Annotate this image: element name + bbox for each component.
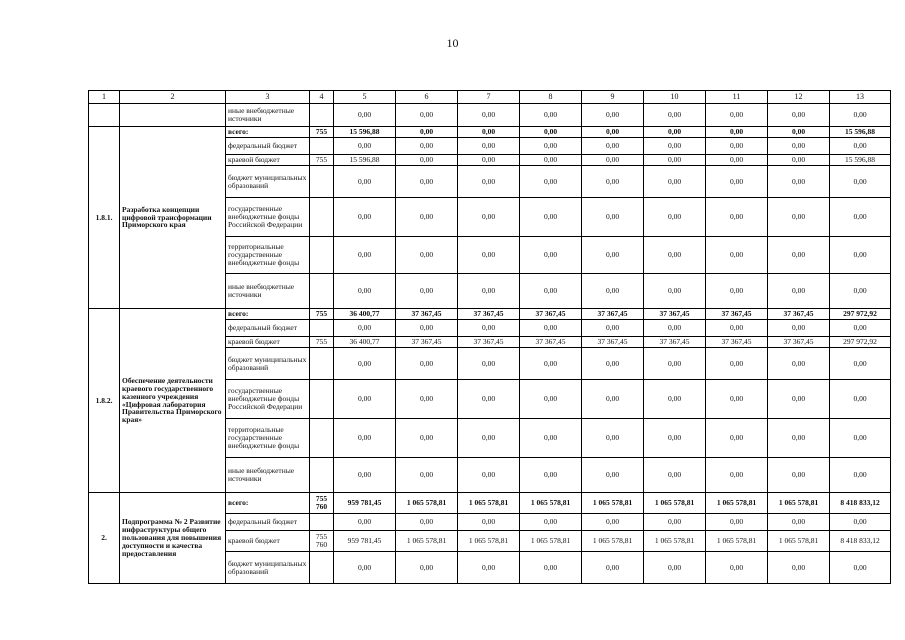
value-cell: 15 596,88 — [334, 127, 396, 138]
value-cell: 0,00 — [334, 138, 396, 155]
value-cell: 0,00 — [644, 274, 706, 309]
value-cell: 0,00 — [768, 380, 830, 419]
column-number-header: 9 — [582, 91, 644, 104]
value-cell: 0,00 — [706, 274, 768, 309]
value-cell: 0,00 — [334, 104, 396, 127]
value-cell: 0,00 — [830, 419, 891, 458]
value-cell: 0,00 — [768, 419, 830, 458]
value-cell: 0,00 — [334, 237, 396, 274]
value-cell: 0,00 — [458, 514, 520, 531]
value-cell: 0,00 — [830, 166, 891, 198]
value-cell: 0,00 — [458, 419, 520, 458]
value-cell: 37 367,45 — [458, 337, 520, 348]
table-row — [89, 309, 891, 320]
grbs-cell — [310, 380, 334, 419]
value-cell: 0,00 — [768, 458, 830, 493]
source-label: краевой бюджет — [226, 337, 310, 348]
value-cell: 1 065 578,81 — [768, 493, 830, 514]
value-cell: 959 781,45 — [334, 531, 396, 552]
value-cell: 0,00 — [582, 514, 644, 531]
value-cell: 0,00 — [644, 155, 706, 166]
column-number-header: 10 — [644, 91, 706, 104]
value-cell: 0,00 — [458, 198, 520, 237]
source-label: краевой бюджет — [226, 531, 310, 552]
source-label: всего: — [226, 493, 310, 514]
value-cell: 0,00 — [396, 166, 458, 198]
value-cell: 959 781,45 — [334, 493, 396, 514]
table-row — [89, 104, 891, 127]
value-cell: 37 367,45 — [768, 309, 830, 320]
source-label: государственные внебюджетные фонды Российской Федерации — [226, 380, 310, 419]
value-cell: 0,00 — [458, 166, 520, 198]
column-number-header: 1 — [89, 91, 120, 104]
value-cell: 0,00 — [396, 237, 458, 274]
value-cell: 0,00 — [396, 198, 458, 237]
section-name: Разработка концепции цифровой трансформации Приморского края — [120, 127, 226, 309]
value-cell: 0,00 — [582, 419, 644, 458]
value-cell: 0,00 — [458, 380, 520, 419]
value-cell: 37 367,45 — [644, 309, 706, 320]
value-cell: 0,00 — [396, 104, 458, 127]
table-row — [89, 493, 891, 514]
value-cell: 0,00 — [768, 237, 830, 274]
value-cell: 0,00 — [644, 166, 706, 198]
value-cell: 0,00 — [768, 166, 830, 198]
column-number-header: 2 — [120, 91, 226, 104]
value-cell: 1 065 578,81 — [706, 531, 768, 552]
value-cell: 37 367,45 — [458, 309, 520, 320]
value-cell: 0,00 — [520, 274, 582, 309]
value-cell: 0,00 — [768, 138, 830, 155]
grbs-cell — [310, 552, 334, 584]
value-cell: 0,00 — [334, 348, 396, 380]
column-number-header: 13 — [830, 91, 891, 104]
source-label: краевой бюджет — [226, 155, 310, 166]
column-number-header: 12 — [768, 91, 830, 104]
grbs-cell: 755 — [310, 127, 334, 138]
section-name: Обеспечение деятельности краевого государственного казенного учреждения «Цифровая лаборатория Правительства Приморского края» — [120, 309, 226, 493]
value-cell: 0,00 — [830, 198, 891, 237]
value-cell: 0,00 — [706, 514, 768, 531]
value-cell: 0,00 — [334, 458, 396, 493]
grbs-cell — [310, 419, 334, 458]
value-cell: 0,00 — [830, 237, 891, 274]
value-cell: 0,00 — [458, 237, 520, 274]
name-cell — [120, 104, 226, 127]
value-cell: 0,00 — [706, 104, 768, 127]
value-cell: 0,00 — [706, 419, 768, 458]
value-cell: 0,00 — [706, 127, 768, 138]
value-cell: 37 367,45 — [396, 309, 458, 320]
value-cell: 0,00 — [582, 198, 644, 237]
value-cell: 0,00 — [396, 138, 458, 155]
value-cell: 8 418 833,12 — [830, 531, 891, 552]
value-cell: 36 400,77 — [334, 309, 396, 320]
value-cell: 0,00 — [706, 155, 768, 166]
column-number-header: 3 — [226, 91, 310, 104]
value-cell: 0,00 — [458, 320, 520, 337]
source-label: бюджет муниципальных образований — [226, 348, 310, 380]
value-cell: 0,00 — [768, 198, 830, 237]
code-cell — [89, 104, 120, 127]
table-row — [89, 127, 891, 138]
grbs-cell: 755 — [310, 337, 334, 348]
value-cell: 0,00 — [582, 458, 644, 493]
value-cell: 0,00 — [644, 237, 706, 274]
value-cell: 0,00 — [768, 104, 830, 127]
value-cell: 37 367,45 — [768, 337, 830, 348]
source-label: бюджет муниципальных образований — [226, 166, 310, 198]
grbs-cell — [310, 348, 334, 380]
value-cell: 0,00 — [644, 138, 706, 155]
value-cell: 0,00 — [396, 155, 458, 166]
value-cell: 0,00 — [334, 514, 396, 531]
value-cell: 1 065 578,81 — [520, 531, 582, 552]
value-cell: 37 367,45 — [396, 337, 458, 348]
section-code: 2. — [89, 493, 120, 584]
value-cell: 0,00 — [458, 458, 520, 493]
value-cell: 0,00 — [334, 320, 396, 337]
value-cell: 1 065 578,81 — [396, 493, 458, 514]
grbs-cell — [310, 138, 334, 155]
value-cell: 0,00 — [582, 380, 644, 419]
value-cell: 37 367,45 — [582, 309, 644, 320]
value-cell: 0,00 — [520, 198, 582, 237]
value-cell: 0,00 — [520, 348, 582, 380]
value-cell: 0,00 — [520, 104, 582, 127]
value-cell: 37 367,45 — [706, 337, 768, 348]
value-cell: 0,00 — [768, 127, 830, 138]
value-cell: 0,00 — [458, 348, 520, 380]
value-cell: 0,00 — [706, 320, 768, 337]
grbs-cell: 755 — [310, 309, 334, 320]
value-cell: 0,00 — [644, 419, 706, 458]
column-number-header: 4 — [310, 91, 334, 104]
value-cell: 0,00 — [396, 514, 458, 531]
value-cell: 0,00 — [830, 104, 891, 127]
header-row — [89, 91, 891, 104]
value-cell: 0,00 — [644, 320, 706, 337]
value-cell: 0,00 — [830, 320, 891, 337]
value-cell: 0,00 — [334, 380, 396, 419]
value-cell: 37 367,45 — [520, 337, 582, 348]
value-cell: 0,00 — [520, 380, 582, 419]
value-cell: 0,00 — [644, 104, 706, 127]
value-cell: 1 065 578,81 — [520, 493, 582, 514]
value-cell: 0,00 — [458, 127, 520, 138]
value-cell: 0,00 — [768, 155, 830, 166]
page-number: 10 — [446, 36, 459, 50]
column-number-header: 8 — [520, 91, 582, 104]
source-label: государственные внебюджетные фонды Российской Федерации — [226, 198, 310, 237]
source-label: иные внебюджетные источники — [226, 458, 310, 493]
value-cell: 0,00 — [520, 458, 582, 493]
value-cell: 0,00 — [520, 552, 582, 584]
grbs-cell — [310, 104, 334, 127]
value-cell: 0,00 — [706, 380, 768, 419]
value-cell: 0,00 — [830, 552, 891, 584]
value-cell: 1 065 578,81 — [458, 531, 520, 552]
value-cell: 1 065 578,81 — [396, 531, 458, 552]
value-cell: 0,00 — [582, 155, 644, 166]
source-label: бюджет муниципальных образований — [226, 552, 310, 584]
source-label: всего: — [226, 309, 310, 320]
value-cell: 1 065 578,81 — [644, 493, 706, 514]
value-cell: 15 596,88 — [830, 127, 891, 138]
value-cell: 0,00 — [644, 198, 706, 237]
value-cell: 0,00 — [582, 320, 644, 337]
value-cell: 37 367,45 — [644, 337, 706, 348]
value-cell: 297 972,92 — [830, 309, 891, 320]
value-cell: 1 065 578,81 — [706, 493, 768, 514]
value-cell: 0,00 — [768, 348, 830, 380]
grbs-cell — [310, 237, 334, 274]
value-cell: 0,00 — [334, 274, 396, 309]
value-cell: 0,00 — [458, 274, 520, 309]
value-cell: 1 065 578,81 — [768, 531, 830, 552]
value-cell: 1 065 578,81 — [582, 493, 644, 514]
value-cell: 1 065 578,81 — [644, 531, 706, 552]
source-label: территориальные государственные внебюджетные фонды — [226, 419, 310, 458]
value-cell: 0,00 — [830, 274, 891, 309]
value-cell: 0,00 — [644, 458, 706, 493]
value-cell: 0,00 — [396, 320, 458, 337]
value-cell: 0,00 — [830, 514, 891, 531]
value-cell: 0,00 — [582, 104, 644, 127]
value-cell: 0,00 — [706, 138, 768, 155]
value-cell: 37 367,45 — [582, 337, 644, 348]
value-cell: 0,00 — [644, 348, 706, 380]
value-cell: 1 065 578,81 — [582, 531, 644, 552]
value-cell: 0,00 — [458, 155, 520, 166]
value-cell: 0,00 — [582, 348, 644, 380]
value-cell: 0,00 — [644, 514, 706, 531]
value-cell: 0,00 — [582, 127, 644, 138]
value-cell: 0,00 — [458, 104, 520, 127]
source-label: федеральный бюджет — [226, 514, 310, 531]
grbs-cell: 755 760 — [310, 531, 334, 552]
column-number-header: 6 — [396, 91, 458, 104]
value-cell: 0,00 — [768, 552, 830, 584]
value-cell: 0,00 — [644, 552, 706, 584]
column-number-header: 7 — [458, 91, 520, 104]
grbs-cell — [310, 458, 334, 493]
grbs-cell: 755 760 — [310, 493, 334, 514]
value-cell: 0,00 — [768, 514, 830, 531]
value-cell: 1 065 578,81 — [458, 493, 520, 514]
table-body — [89, 91, 891, 584]
value-cell: 0,00 — [768, 320, 830, 337]
source-label: федеральный бюджет — [226, 320, 310, 337]
value-cell: 0,00 — [520, 155, 582, 166]
value-cell: 0,00 — [458, 552, 520, 584]
value-cell: 36 400,77 — [334, 337, 396, 348]
value-cell: 0,00 — [830, 458, 891, 493]
column-number-header: 5 — [334, 91, 396, 104]
grbs-cell: 755 — [310, 155, 334, 166]
grbs-cell — [310, 320, 334, 337]
value-cell: 0,00 — [830, 138, 891, 155]
grbs-cell — [310, 514, 334, 531]
value-cell: 0,00 — [706, 198, 768, 237]
value-cell: 0,00 — [396, 348, 458, 380]
value-cell: 0,00 — [396, 127, 458, 138]
value-cell: 0,00 — [396, 458, 458, 493]
value-cell: 297 972,92 — [830, 337, 891, 348]
value-cell: 0,00 — [520, 237, 582, 274]
value-cell: 0,00 — [520, 138, 582, 155]
value-cell: 0,00 — [644, 127, 706, 138]
source-label: федеральный бюджет — [226, 138, 310, 155]
value-cell: 0,00 — [706, 237, 768, 274]
value-cell: 0,00 — [706, 552, 768, 584]
value-cell: 0,00 — [520, 320, 582, 337]
value-cell: 0,00 — [520, 166, 582, 198]
column-number-header: 11 — [706, 91, 768, 104]
grbs-cell — [310, 166, 334, 198]
value-cell: 8 418 833,12 — [830, 493, 891, 514]
value-cell: 0,00 — [334, 419, 396, 458]
value-cell: 0,00 — [582, 274, 644, 309]
value-cell: 0,00 — [520, 419, 582, 458]
value-cell: 0,00 — [582, 237, 644, 274]
value-cell: 0,00 — [396, 274, 458, 309]
value-cell: 0,00 — [706, 458, 768, 493]
value-cell: 37 367,45 — [706, 309, 768, 320]
value-cell: 0,00 — [396, 552, 458, 584]
value-cell: 0,00 — [582, 138, 644, 155]
source-label: иные внебюджетные источники — [226, 104, 310, 127]
section-code: 1.8.2. — [89, 309, 120, 493]
value-cell: 15 596,88 — [334, 155, 396, 166]
value-cell: 0,00 — [830, 348, 891, 380]
value-cell: 0,00 — [458, 138, 520, 155]
grbs-cell — [310, 274, 334, 309]
section-code: 1.8.1. — [89, 127, 120, 309]
source-label: всего: — [226, 127, 310, 138]
value-cell: 0,00 — [582, 552, 644, 584]
value-cell: 0,00 — [334, 198, 396, 237]
value-cell: 0,00 — [334, 552, 396, 584]
value-cell: 0,00 — [396, 419, 458, 458]
value-cell: 0,00 — [396, 380, 458, 419]
value-cell: 0,00 — [706, 348, 768, 380]
source-label: территориальные государственные внебюджетные фонды — [226, 237, 310, 274]
value-cell: 15 596,88 — [830, 155, 891, 166]
value-cell: 0,00 — [706, 166, 768, 198]
value-cell: 0,00 — [520, 127, 582, 138]
grbs-cell — [310, 198, 334, 237]
budget-table — [88, 90, 891, 584]
value-cell: 0,00 — [768, 274, 830, 309]
value-cell: 0,00 — [582, 166, 644, 198]
value-cell: 37 367,45 — [520, 309, 582, 320]
value-cell: 0,00 — [520, 514, 582, 531]
value-cell: 0,00 — [830, 380, 891, 419]
value-cell: 0,00 — [334, 166, 396, 198]
value-cell: 0,00 — [644, 380, 706, 419]
section-name: Подпрограмма № 2 Развитие инфраструктуры общего пользования для повышения доступности и качества предоставления — [120, 493, 226, 584]
source-label: иные внебюджетные источники — [226, 274, 310, 309]
